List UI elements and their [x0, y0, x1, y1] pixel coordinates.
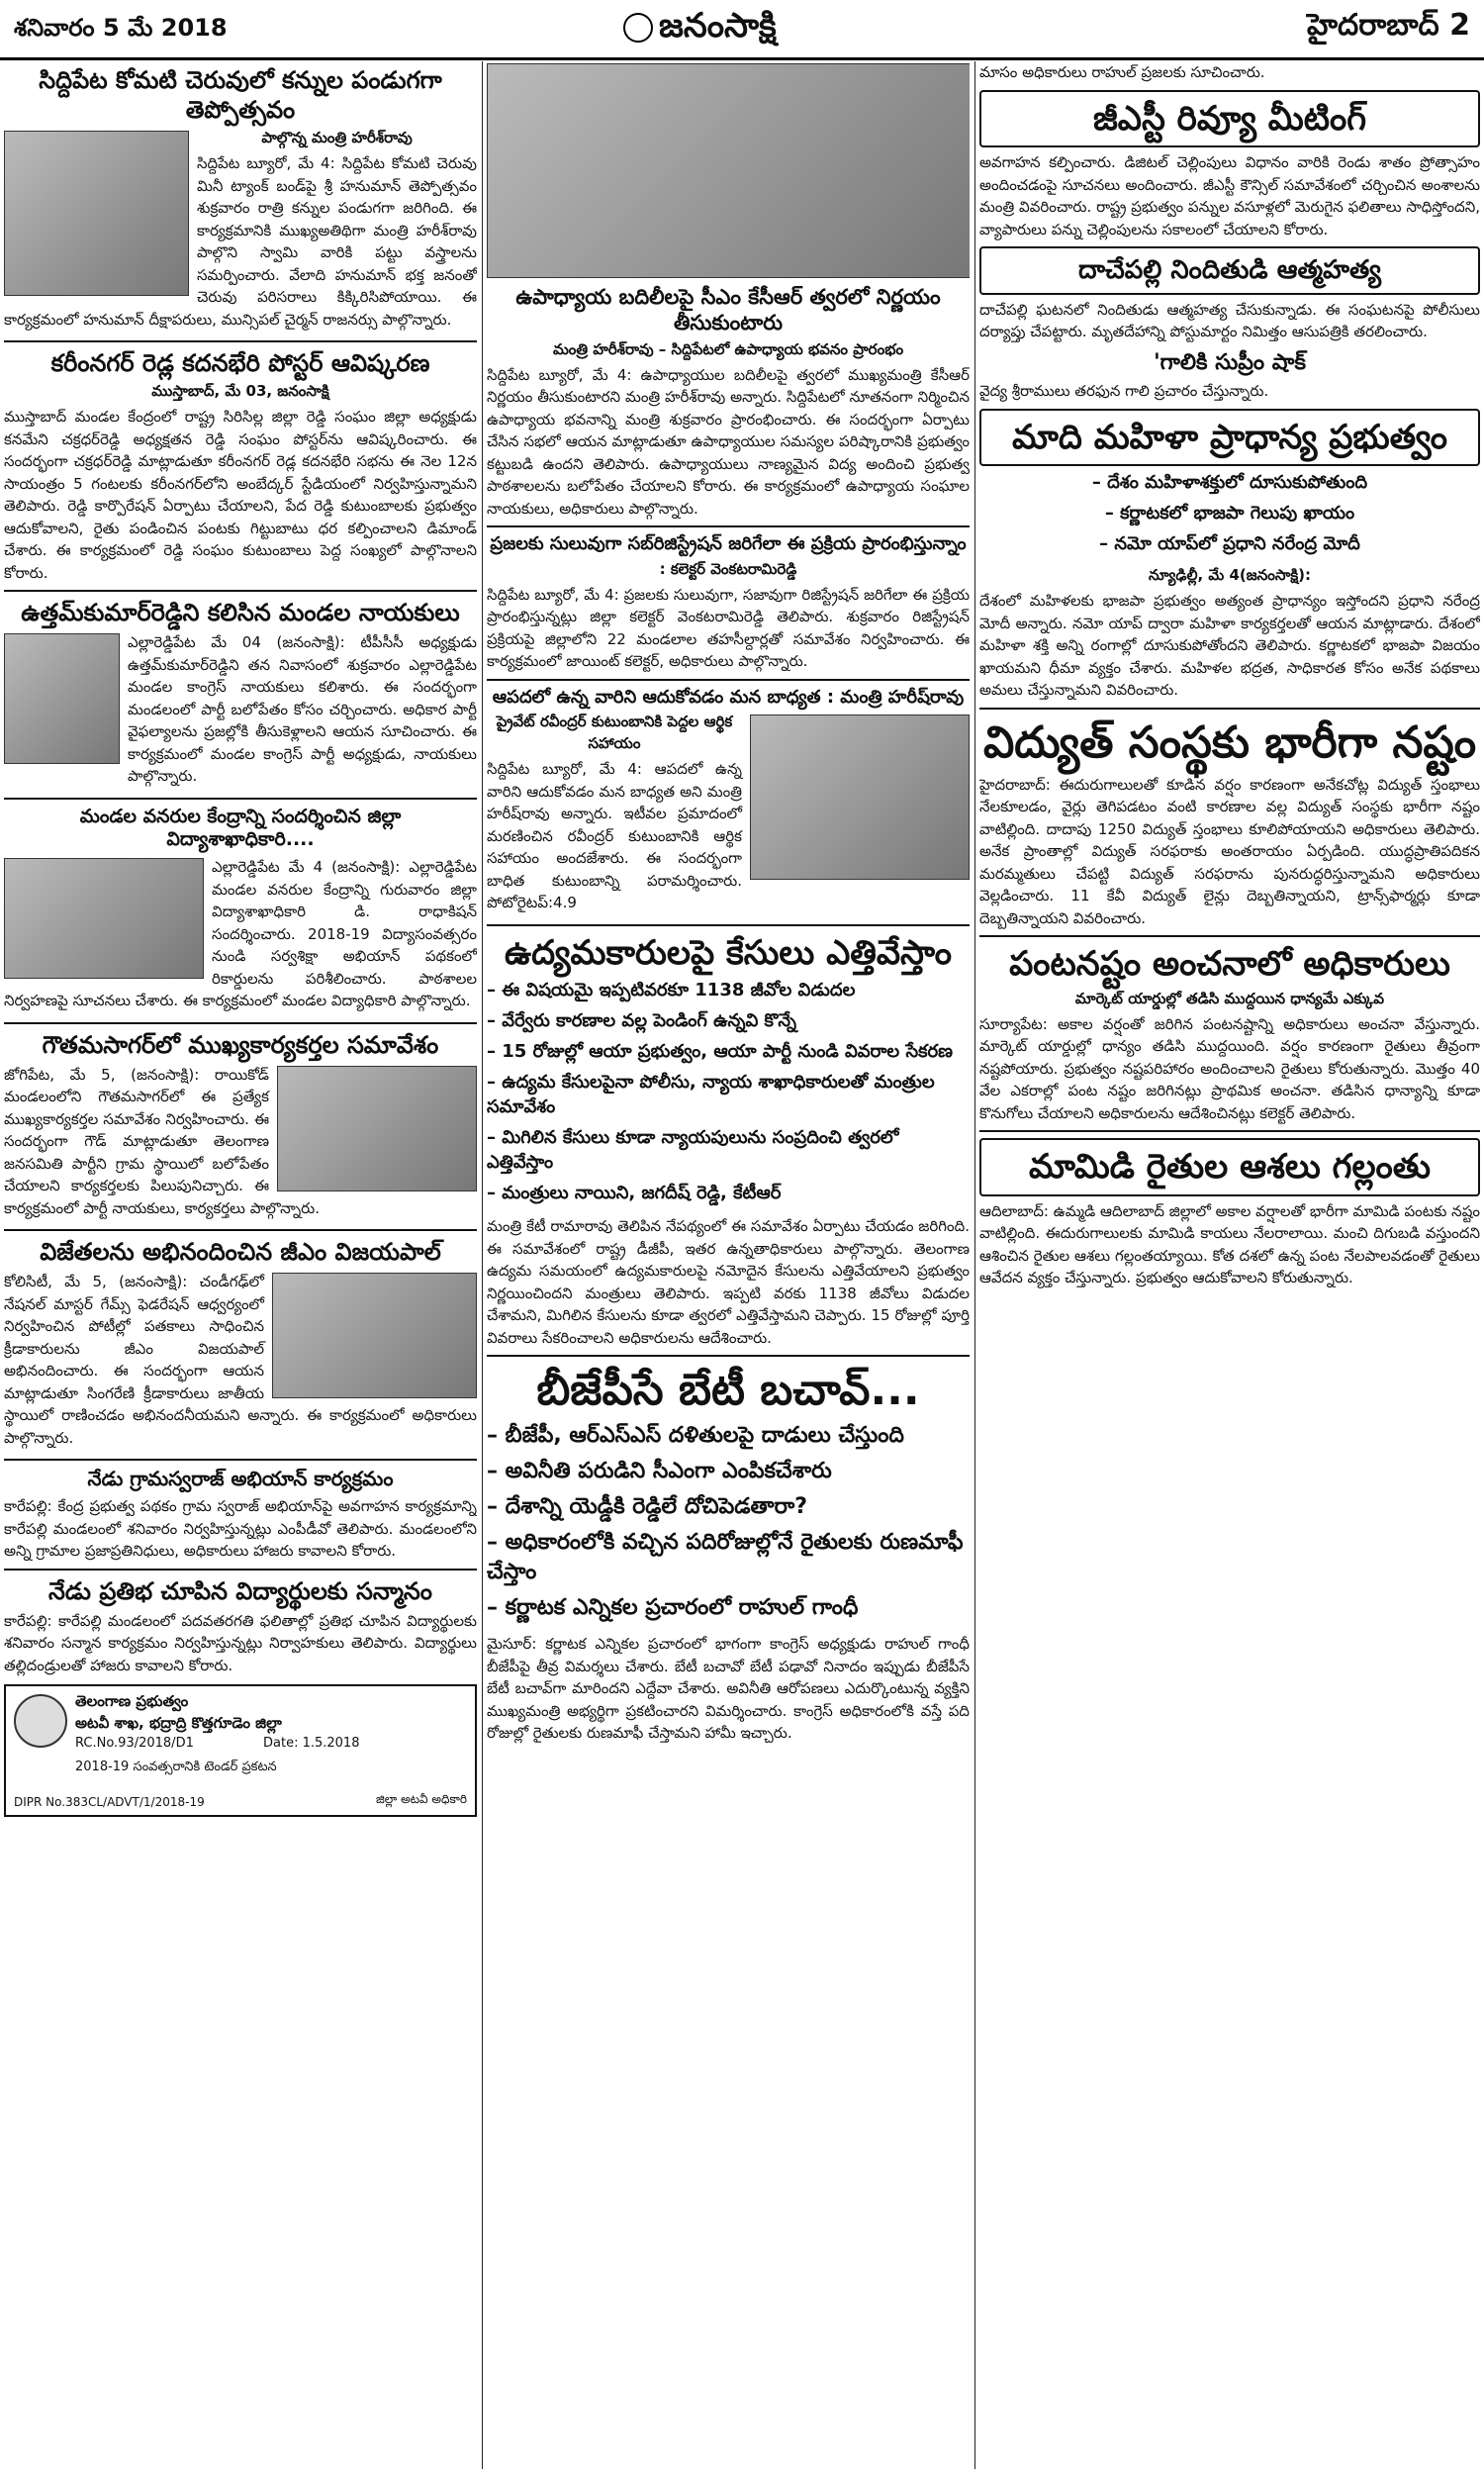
article-body: దాచేపల్లి ఘటనలో నిందితుడు ఆత్మహత్య చేసుకున్నాడు. ఈ సంఘటనపై పోలీసులు దర్యాప్తు చేపట్టారు. మృతదేహాన్ని పోస్టుమార్టం నిమిత్తం ఆసుపత్రికి తరలించారు.	[979, 300, 1480, 340]
edition-page: హైదరాబాద్ 2	[1307, 8, 1470, 43]
article-power-loss	[979, 715, 1480, 930]
headline: ఉత్తమ్‌కుమార్‌రెడ్డిని కలిసిన మండల నాయకులు	[21, 599, 460, 626]
headline: విద్యుత్ సంస్థకు భారీగా నష్టం	[982, 716, 1477, 768]
divider	[487, 1355, 970, 1357]
byline: మంత్రి హరీశ్‌రావు – సిద్దిపేటలో ఉపాధ్యాయ భవనం ప్రారంభం	[552, 339, 904, 358]
divider	[979, 1130, 1480, 1132]
article-dachepalli	[979, 246, 1480, 343]
article-supreme-shock	[979, 349, 1480, 403]
article-body: మంత్రి కేటీ రామారావు తెలిపిన నేపథ్యంలో ఈ సమావేశం ఏర్పాటు చేయడం జరిగింది. ఈ సమావేశంలో రాష్ట్ర డీజీపీ, ఇతర ఉన్నతాధికారులు పాల్గొన్నారు. తెలంగాణ ఉద్యమ సమయంలో ఉద్యమకారులపై నమోదైన కేసులను ఎత్తివేయాలని ప్రభుత్వం నిర్ణయించిందని మంత్రులు తెలిపారు. ఇప్పటి వరకు 1138 జీవోలు విడుదల చేశామని, మిగిలిన కేసులను కూడా త్వరలో ఎత్తివేస్తామని చెప్పారు. 15 రోజుల్లో పూర్తి వివరాలు సేకరించాలని అధికారులను ఆదేశించారు.	[487, 1217, 970, 1347]
article-aid-family	[487, 687, 970, 918]
key-points-list	[979, 472, 1480, 558]
divider	[979, 935, 1480, 937]
headline: ప్రజలకు సులువుగా సబ్‌రిజిస్ట్రేషన్ జరిగేలా ఈ ప్రక్రియ ప్రారంభిస్తున్నాం	[490, 533, 967, 554]
headline: ఉపాధ్యాయ బదిలీలపై సీఎం కేసీఆర్ త్వరలో నిర్ణయం తీసుకుంటారు	[515, 285, 941, 335]
headline: మామిడి రైతుల ఆశలు గల్లంతు	[979, 1138, 1480, 1196]
key-point: – నమో యాప్‌లో ప్రధాని నరేంద్ర మోదీ	[1099, 533, 1360, 554]
newspaper-logo-icon	[623, 13, 653, 43]
article-photo	[277, 1066, 477, 1191]
headline: బీజేపీసే బేటీ బచావ్...	[536, 1365, 920, 1415]
article-gram-swaraj	[4, 1467, 477, 1563]
article-photo	[272, 1273, 477, 1398]
article-photo	[4, 858, 204, 979]
headline: గౌతమసాగర్‌లో ముఖ్యకార్యకర్తల సమావేశం	[42, 1030, 439, 1059]
article-body: కోలిసిటీ, మే 5, (జనంసాక్షి): చండీగఢ్‌లో నేషనల్ మాస్టర్ గేమ్స్ ఫెడరేషన్ ఆధ్వర్యంలో నిర్వహించిన పోటీల్లో పతకాలు సాధించిన క్రీడాకారులను జీఎం విజయపాల్ అభినందించారు. ఈ సందర్భంగా ఆయన మాట్లాడుతూ సింగరేణి క్రీడాకారులు జాతీయ స్థాయిలో రాణించడం అభినందనీయమని అన్నారు. ఈ కార్యక్రమంలో అధికారులు పాల్గొన్నారు.	[4, 1273, 477, 1447]
key-point: – మిగిలిన కేసులు కూడా న్యాయపులును సంప్రదించి త్వరలో ఎత్తివేస్తాం	[487, 1127, 899, 1173]
key-point: – కర్ణాటక ఎన్నికల ప్రచారంలో రాహుల్ గాంధీ	[487, 1595, 859, 1620]
headline: 'గాలికి సుప్రీం షాక్	[1153, 349, 1307, 375]
divider	[4, 1569, 477, 1571]
key-point: – ఉద్యమ కేసులపైనా పోలీసు, న్యాయ శాఖాధికారులతో మంత్రుల సమావేశం	[487, 1072, 935, 1117]
headline: ఆపదలో ఉన్న వారిని ఆదుకోవడం మన బాధ్యత : మంత్రి హరీష్‌రావు	[492, 686, 965, 708]
article-photo	[4, 633, 120, 764]
ad-dipr: DIPR No.383CL/ADVT/1/2018-19	[14, 1795, 205, 1809]
article-activists-meeting	[4, 1030, 477, 1224]
headline: సిద్దిపేట కోమటి చెరువులో కన్నుల పండుగగా తెప్పోత్సవం	[39, 66, 442, 124]
headline: జీఎస్టీ రివ్యూ మీటింగ్	[979, 90, 1480, 148]
byline: పాల్గొన్న మంత్రి హరీశ్‌రావు	[261, 129, 413, 146]
article-body: సిద్దిపేట బ్యూరో, మే 4: ఉపాధ్యాయుల బదిలీలపై త్వరలో ముఖ్యమంత్రి కేసీఆర్ నిర్ణయం తీసుకుంటారని మంత్రి హరీశ్‌రావు అన్నారు. సిద్దిపేటలో నూతనంగా నిర్మించిన ఉపాధ్యాయ భవనాన్ని మంత్రి శుక్రవారం ప్రారంభించారు. ఈ సందర్భంగా ఏర్పాటు చేసిన సభలో ఆయన మాట్లాడుతూ ఉపాధ్యాయుల సమస్యల పరిష్కారానికి ప్రభుత్వం కట్టుబడి ఉందని తెలిపారు. ఉపాధ్యాయులు నాణ్యమైన విద్య అందించి ప్రభుత్వ పాఠశాలలను బలోపేతం చేయాలని కోరారు. ఈ కార్యక్రమంలో ఉపాధ్యాయ సంఘాల నాయకులు, అధికారులు పాల్గొన్నారు.	[487, 365, 970, 518]
divider	[4, 1022, 477, 1024]
article-body: వైద్య శ్రీరాములు తరఫున గాలి ప్రచారం చేస్తున్నారు.	[979, 382, 1269, 400]
byline: న్యూఢిల్లీ, మే 4(జనంసాక్షి):	[1148, 566, 1312, 584]
article-gst-review	[979, 90, 1480, 241]
byline: మార్కెట్ యార్డుల్లో తడిసి ముద్దయిన ధాన్యమే ఎక్కువ	[1074, 989, 1385, 1007]
newspaper-title	[623, 6, 777, 53]
article-photo	[750, 714, 970, 880]
key-point: – దేశం మహిళాశక్తులో దూసుకుపోతుంది	[1091, 472, 1368, 493]
column-left	[4, 59, 477, 2471]
article-women-government	[979, 409, 1480, 702]
key-points-list	[487, 1423, 970, 1625]
article-body: దేశంలో మహిళలకు భాజపా ప్రభుత్వం అత్యంత ప్రాధాన్యం ఇస్తోందని ప్రధాని నరేంద్ర మోదీ అన్నారు. నమో యాప్ ద్వారా మహిళా కార్యకర్తలతో ఆయన మాట్లాడారు. దేశంలో మహిళా శక్తి అన్ని రంగాల్లో దూసుకుపోతోందని తెలిపారు. కర్ణాటకలో భాజపా విజయం ఖాయమని ధీమా వ్యక్తం చేశారు. మహిళల భద్రత, సాధికారత కోసం అనేక పథకాలు అమలు చేస్తున్నామని వివరించారు.	[979, 592, 1480, 699]
lead-photo	[487, 63, 970, 278]
key-point: – మంత్రులు నాయిని, జగదీష్ రెడ్డి, కేటీఆర్	[487, 1183, 782, 1203]
article-body: ఎల్లారెడ్డిపేట మే 04 (జనంసాక్షి): టీపీసీసీ అధ్యక్షుడు ఉత్తమ్‌కుమార్‌రెడ్డిని తన నివాసంలో శుక్రవారం ఎల్లారెడ్డిపేట మండల కాంగ్రెస్ నాయకులు కలిశారు. ఈ సందర్భంగా మండలంలో పార్టీ బలోపేతం కోసం చర్చించారు. అధికార పార్టీ వైఫల్యాలను ప్రజల్లోకి తీసుకెళ్లాలని ఆయన సూచించారు. ఈ కార్యక్రమంలో మండల కాంగ్రెస్ పార్టీ అధ్యక్షుడు, నాయకులు పాల్గొన్నారు.	[128, 633, 477, 785]
column-middle	[487, 59, 970, 2471]
article-body: సిద్దిపేట బ్యూరో, మే 4: సిద్దిపేట కోమటి చెరువు మినీ ట్యాంక్ బండ్‌పై శ్రీ హనుమాన్ తెప్పోత్సవం శుక్రవారం రాత్రి కన్నుల పండుగగా జరిగింది. ఈ కార్యక్రమానికి ముఖ్యఅతిథిగా మంత్రి హరీశ్‌రావు పాల్గొని స్వామి వారికి పట్టు వస్త్రాలను సమర్పించారు. వేలాది హనుమాన్ భక్త జనంతో చెరువు పరిసరాలు కిక్కిరిసిపోయాయి. ఈ కార్యక్రమంలో హనుమాన్ దీక్షాపరులు, మున్సిపల్ చైర్మన్ రాజనర్సు పాల్గొన్నారు.	[4, 154, 477, 329]
byline: ప్రైవేట్ రవీంద్రర్ కుటుంబానికి పెద్దల ఆర్థిక సహాయం	[496, 713, 733, 752]
key-point: – 15 రోజుల్లో ఆయా ప్రభుత్వం, ఆయా పార్టీ నుండి వివరాల సేకరణ	[487, 1041, 954, 1062]
article-teppotsavam	[4, 65, 477, 334]
key-point: – దేశాన్ని యెడ్డీకి రెడ్డిలే దోచిపెడతారా?	[487, 1494, 807, 1519]
article-body: సిద్దిపేట బ్యూరో, మే 4: ఆపదలో ఉన్న వారిని ఆదుకోవడం మన బాధ్యత అని మంత్రి హరీష్‌రావు అన్నారు. ఇటీవల ప్రమాదంలో మరణించిన రవీంద్రర్ కుటుంబానికి ఆర్థిక సహాయం అందజేశారు. ఈ సందర్భంగా బాధిత కుటుంబాన్ని పరామర్శించారు. పోటోరైటప్:4.9	[487, 760, 742, 911]
column-right	[979, 59, 1480, 2471]
article-body: జోగిపేట, మే 5, (జనంసాక్షి): రాయికోడ్ మండలంలోని గౌతమసాగర్‌లో ఈ ప్రత్యేక ముఖ్యకార్యకర్తల సమావేశం నిర్వహించారు. ఈ సందర్భంగా గౌడ్ మాట్లాడుతూ తెలంగాణ జనసమితి పార్టీని గ్రామ స్థాయిలో బలోపేతం చేయాలని కార్యకర్తలకు పిలుపునిచ్చారు. ఈ కార్యక్రమంలో పార్టీ నాయకులు, కార్యకర్తలు పాల్గొన్నారు.	[4, 1065, 320, 1217]
headline: దాచేపల్లి నిందితుడి ఆత్మహత్య	[979, 246, 1480, 295]
government-seal-icon	[14, 1694, 67, 1748]
article-crop-loss	[979, 943, 1480, 1124]
divider	[4, 1229, 477, 1231]
article-body: ఆదిలాబాద్: ఉమ్మడి ఆదిలాబాద్ జిల్లాలో అకాల వర్షాలతో భారీగా మామిడి పంటకు నష్టం వాటిల్లింది. ఈదురుగాలులకు మామిడి కాయలు నేలరాలాయి. మంచి దిగుబడి వస్తుందని ఆశించిన రైతుల ఆశలు గల్లంతయ్యాయి. కోత దశలో ఉన్న పంట నేలపాలవడంతో రైతులు ఆవేదన వ్యక్తం చేస్తున్నారు. ప్రభుత్వం ఆదుకోవాలని కోరుతున్నారు.	[979, 1201, 1480, 1286]
ad-body: 2018-19 సంవత్సరానికి టెండర్ ప్రకటన	[75, 1760, 277, 1774]
divider	[487, 525, 970, 527]
article-body: కారేపల్లి: కేంద్ర ప్రభుత్వ పథకం గ్రామ స్వరాజ్ అభియాన్‌పై అవగాహన కార్యక్రమాన్ని కారేపల్లి మండలంలో శనివారం నిర్వహిస్తున్నట్లు ఎంపీడీవో తెలిపారు. మండలంలోని అన్ని గ్రామాల ప్రజాప్రతినిధులు, అధికారులు హాజరు కావాలని కోరారు.	[4, 1497, 477, 1560]
article-teacher-transfers	[487, 284, 970, 520]
article-beti-bachao	[487, 1363, 970, 1745]
article-deo-visit	[4, 806, 477, 1016]
byline: : కలెక్టర్ వెంకటరామిరెడ్డి	[659, 559, 797, 578]
divider	[979, 708, 1480, 710]
divider	[4, 798, 477, 800]
key-point: – వేర్వేరు కారణాల వల్ల పెండింగ్ ఉన్నవి కొన్నే	[487, 1010, 796, 1031]
divider	[487, 924, 970, 926]
ad-officer: జిల్లా అటవీ అధికారి	[376, 1792, 467, 1806]
article-body: కారేపల్లి: కారేపల్లి మండలంలో పదవతరగతి ఫలితాల్లో ప్రతిభ చూపిన విద్యార్థులకు శనివారం సన్మాన కార్యక్రమం నిర్వహిస్తున్నట్లు నిర్వాహకులు తెలిపారు. విద్యార్థులు తల్లిదండ్రులతో హాజరు కావాలని కోరారు.	[4, 1611, 477, 1674]
key-point: – కర్ణాటకలో భాజపా గెలుపు ఖాయం	[1104, 503, 1355, 524]
headline: ఉద్యమకారులపై కేసులు ఎత్తివేస్తాం	[505, 932, 952, 973]
column-divider	[974, 61, 975, 2469]
divider	[487, 679, 970, 681]
divider	[4, 340, 477, 342]
article-body: మాసం అధికారులు రాహుల్ ప్రజలకు సూచించారు.	[979, 63, 1265, 81]
article-photo	[4, 131, 189, 296]
headline: విజేతలను అభినందించిన జీఎం విజయపాల్	[40, 1238, 441, 1266]
article-uttam-meeting	[4, 598, 477, 792]
divider	[4, 590, 477, 592]
newspaper-name: జనంసాక్షి	[659, 6, 777, 46]
article-body: సూర్యాపేట: అకాల వర్షంతో జరిగిన పంటనష్టాన్ని అధికారులు అంచనా వేస్తున్నారు. మార్కెట్ యార్డుల్లో ధాన్యం తడిసి ముద్దయింది. వర్షం కారణంగా రైతులు తీవ్రంగా నష్టపోయారు. ప్రభుత్వం నష్టపరిహారం అందించాలని రైతులు కోరుతున్నారు. మొత్తం 40 వేల ఎకరాల్లో పంట నష్టం జరిగినట్లు ప్రాథమిక అంచనా. తడిసిన ధాన్యాన్ని కూడా కొనుగోలు చేయాలని అధికారులను ఆదేశించినట్లు కలెక్టర్ తెలిపారు.	[979, 1014, 1480, 1122]
article-body: హైదరాబాద్: ఈదురుగాలులతో కూడిన వర్షం కారణంగా అనేకచోట్ల విద్యుత్ స్తంభాలు నేలకూలడం, వైర్లు తెగిపడటం వంటి కారణాల వల్ల విద్యుత్ సంస్థకు భారీగా నష్టం వాటిల్లింది. దాదాపు 1250 విద్యుత్ స్తంభాలు కూలిపోయాయని అధికారులు తెలిపారు. అనేక ప్రాంతాల్లో విద్యుత్ సరఫరాకు అంతరాయం ఏర్పడింది. యుద్ధప్రాతిపదికన మరమ్మతులు చేపట్టి విద్యుత్ సరఫరాను పునరుద్ధరిస్తున్నామని అధికారులు వెల్లడించారు. 11 కేవీ విద్యుత్ లైన్లు దెబ్బతిన్నాయని, ట్రాన్స్‌ఫార్మర్లు కూడా దెబ్బతిన్నాయని వివరించారు.	[979, 775, 1480, 927]
article-registration	[487, 533, 970, 673]
headline: మండల వనరుల కేంద్రాన్ని సందర్శించిన జిల్లా విద్యాశాఖాధికారి....	[79, 805, 402, 851]
headline: మాది మహిళా ప్రాధాన్య ప్రభుత్వం	[979, 409, 1480, 467]
ad-reference: RC.No.93/2018/D1	[75, 1736, 194, 1751]
article-body: మైసూర్: కర్ణాటక ఎన్నికల ప్రచారంలో భాగంగా కాంగ్రెస్ అధ్యక్షుడు రాహుల్ గాంధీ బీజేపీపై తీవ్ర విమర్శలు చేశారు. బేటీ బచావో బేటీ పఢావో నినాదం ఇప్పుడు బీజేపీసే బేటీ బచావ్‌గా మారిందని ఎద్దేవా చేశారు. అవినీతి ఆరోపణలు ఎదుర్కొంటున్న వ్యక్తిని ముఖ్యమంత్రి అభ్యర్థిగా ప్రకటించారని విమర్శించారు. కాంగ్రెస్ అధికారంలోకి వస్తే పది రోజుల్లో రైతులకు రుణమాఫీ చేస్తామని హామీ ఇచ్చారు.	[487, 1635, 970, 1742]
masthead	[0, 0, 1484, 60]
article-students-felicitation	[4, 1576, 477, 1677]
article-reddy-poster	[4, 348, 477, 584]
divider	[4, 1459, 477, 1461]
key-point: – బీజేపీ, ఆర్‌ఎస్‌ఎస్ దళితులపై దాడులు చేస్తుంది	[487, 1423, 904, 1448]
article-body: సిద్దిపేట బ్యూరో, మే 4: ప్రజలకు సులువుగా, సజావుగా రిజిస్ట్రేషన్ జరిగేలా ఈ ప్రక్రియ ప్రారంభిస్తున్నట్లు జిల్లా కలెక్టర్ వెంకటరామిరెడ్డి తెలిపారు. శుక్రవారం రిజిస్ట్రేషన్ ప్రక్రియపై జిల్లాలోని 22 మండలాల తహసీల్దార్లతో సమావేశం నిర్వహించారు. ఈ కార్యక్రమంలో జాయింట్ కలెక్టర్, అధికారులు పాల్గొన్నారు.	[487, 585, 970, 670]
issue-date: శనివారం 5 మే 2018	[14, 14, 228, 42]
byline: ముస్తాబాద్, మే 03, జనంసాక్షి	[151, 382, 329, 400]
key-points-list	[487, 980, 970, 1207]
column-divider	[482, 61, 483, 2469]
ad-date: Date: 1.5.2018	[263, 1736, 360, 1751]
key-point: – అధికారంలోకి వచ్చిన పదిరోజుల్లోనే రైతులకు రుణమాఫీ చేస్తాం	[487, 1530, 964, 1584]
headline: నేడు ప్రతిభ చూపిన విద్యార్థులకు సన్మానం	[48, 1576, 432, 1605]
article-gm-felicitation	[4, 1237, 477, 1453]
article-body: అవగాహన కల్పించారు. డిజిటల్ చెల్లింపులు విధానం వారికి రెండు శాతం ప్రోత్సాహం అందించడంపై సూచనలు అందించారు. జీఎస్టీ కౌన్సిల్ సమావేశంలో చర్చించిన అంశాలను మంత్రి వివరించారు. రాష్ట్ర ప్రభుత్వం పన్నుల వసూళ్లలో మెరుగైన ఫలితాలు సాధిస్తోందని, వ్యాపారులు పన్ను చెల్లింపులను సకాలంలో చేయాలని కోరారు.	[979, 153, 1480, 238]
article-activist-cases	[487, 932, 970, 1350]
headline: కరీంనగర్ రెడ్ల కదనభేరి పోస్టర్ ఆవిష్కరణ	[50, 349, 430, 377]
key-point: – ఈ విషయమై ఇప్పటివరకూ 1138 జీవోల విడుదల	[487, 980, 856, 1000]
headline: నేడు గ్రామస్వరాజ్ అభియాన్ కార్యక్రమం	[87, 1467, 394, 1490]
government-advertisement	[4, 1684, 477, 1817]
key-point: – అవినీతి పరుడిని సీఎంగా ఎంపికచేశారు	[487, 1459, 832, 1483]
ad-department: అటవీ శాఖ, భద్రాద్రి కొత్తగూడెం జిల్లా	[75, 1714, 282, 1732]
article-mango-farmers	[979, 1138, 1480, 1289]
headline: పంటనష్టం అంచనాలో అధికారులు	[1009, 944, 1450, 984]
article-body: ఎల్లారెడ్డిపేట మే 4 (జనంసాక్షి): ఎల్లారెడ్డిపేట మండల వనరుల కేంద్రాన్ని గురువారం జిల్లా విద్యాశాఖాధికారి డి. రాధాకిషన్ సందర్శించారు. 2018-19 విద్యాసంవత్సరం నుండి సర్వశిక్షా అభియాన్ పథకంలో రికార్డులను పరిశీలించారు. పాఠశాలల నిర్వహణపై సూచనలు చేశారు. ఈ కార్యక్రమంలో మండల విద్యాధికారి పాల్గొన్నారు.	[4, 858, 477, 1009]
article-body: ముస్తాబాద్ మండల కేంద్రంలో రాష్ట్ర సిరిసిల్ల జిల్లా రెడ్డి సంఘం జిల్లా అధ్యక్షుడు కనమేని చక్రధర్‌రెడ్డి అధ్యక్షతన రెడ్డి సంఘం పోస్టర్‌ను ఆవిష్కరించారు. ఈ సందర్భంగా చక్రధర్‌రెడ్డి మాట్లాడుతూ కరీంనగర్ రెడ్ల కదనభేరి సభను ఈ నెల 12న సాయంత్రం 5 గంటలకు కరీంనగర్‌లోని అంబేద్కర్ స్టేడియంలో నిర్వహిస్తున్నామని తెలిపారు. రెడ్డి కార్పొరేషన్ ఏర్పాటు చేయాలని, పేద రెడ్డి కుటుంబాలకు ప్రభుత్వం ఆదుకోవాలని, రైతు పండించిన పంటకు గిట్టుబాటు ధర కల్పించాలని డిమాండ్ చేశారు. ఈ కార్యక్రమంలో రెడ్డి సంఘం కుటుంబాలు పెద్ద సంఖ్యలో పాల్గొనాలని కోరారు.	[4, 408, 477, 582]
ad-state: తెలంగాణ ప్రభుత్వం	[75, 1692, 189, 1710]
